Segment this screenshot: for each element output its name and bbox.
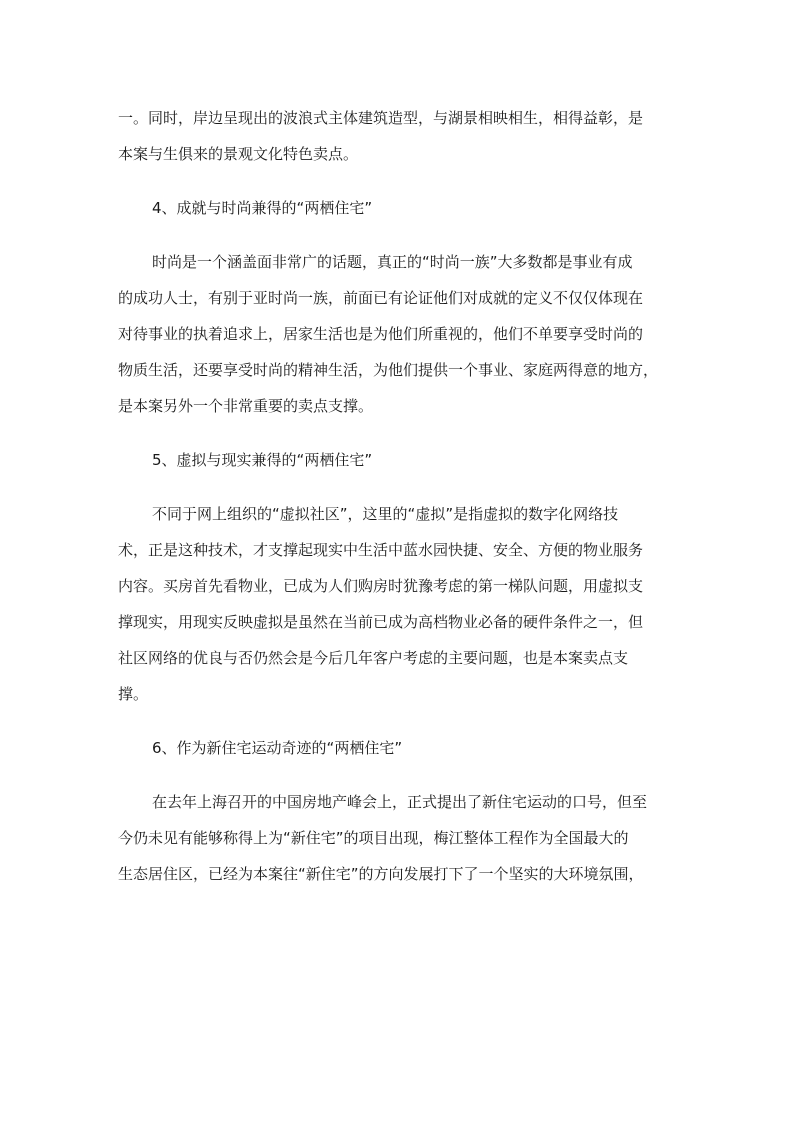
text-line: 在去年上海召开的中国房地产峰会上，正式提出了新住宅运动的口号，但至 bbox=[152, 793, 648, 811]
text-line: 撑。 bbox=[118, 685, 149, 703]
paragraph-2 bbox=[118, 244, 678, 424]
paragraph-gap bbox=[118, 712, 678, 730]
paragraph-1 bbox=[118, 100, 678, 172]
text-line: 一。同时，岸边呈现出的波浪式主体建筑造型，与湖景相映相生，相得益彰，是 bbox=[118, 109, 644, 127]
paragraph-gap bbox=[118, 766, 678, 784]
section-heading-4: 4、成就与时尚兼得的“两栖住宅” bbox=[152, 199, 373, 217]
paragraph-gap bbox=[118, 172, 678, 190]
document-body bbox=[118, 100, 678, 892]
paragraph-gap bbox=[118, 226, 678, 244]
paragraph-gap bbox=[118, 478, 678, 496]
text-line: 生态居住区，已经为本案往“新住宅”的方向发展打下了一个坚实的大环境氛围， bbox=[118, 865, 644, 883]
text-line: 物质生活，还要享受时尚的精神生活，为他们提供一个事业、家庭两得意的地方， bbox=[118, 361, 659, 379]
text-line: 撑现实，用现实反映虚拟是虽然在当前已成为高档物业必备的硬件条件之一，但 bbox=[118, 613, 644, 631]
section-heading-6: 6、作为新住宅运动奇迹的“两栖住宅” bbox=[152, 739, 403, 757]
text-line: 不同于网上组织的“虚拟社区”，这里的“虚拟”是指虚拟的数字化网络技 bbox=[152, 505, 619, 523]
text-line: 是本案另外一个非常重要的卖点支撑。 bbox=[118, 397, 374, 415]
text-line: 本案与生俱来的景观文化特色卖点。 bbox=[118, 145, 359, 163]
paragraph-3 bbox=[118, 496, 678, 712]
paragraph-4 bbox=[118, 784, 678, 892]
paragraph-gap bbox=[118, 424, 678, 442]
text-line: 内容。买房首先看物业，已成为人们购房时犹豫考虑的第一梯队问题，用虚拟支 bbox=[118, 577, 644, 595]
text-line: 社区网络的优良与否仍然会是今后几年客户考虑的主要问题，也是本案卖点支 bbox=[118, 649, 629, 667]
text-line: 时尚是一个涵盖面非常广的话题，真正的“时尚一族”大多数都是事业有成 bbox=[152, 253, 633, 271]
text-line: 今仍未见有能够称得上为“新住宅”的项目出现，梅江整体工程作为全国最大的 bbox=[118, 829, 629, 847]
text-line: 术，正是这种技术，才支撑起现实中生活中蓝水园快捷、安全、方便的物业服务 bbox=[118, 541, 644, 559]
text-line: 的成功人士，有别于亚时尚一族，前面已有论证他们对成就的定义不仅仅体现在 bbox=[118, 289, 644, 307]
text-line: 对待事业的执着追求上，居家生活也是为他们所重视的，他们不单要享受时尚的 bbox=[118, 325, 644, 343]
section-heading-5: 5、虚拟与现实兼得的“两栖住宅” bbox=[152, 451, 373, 469]
